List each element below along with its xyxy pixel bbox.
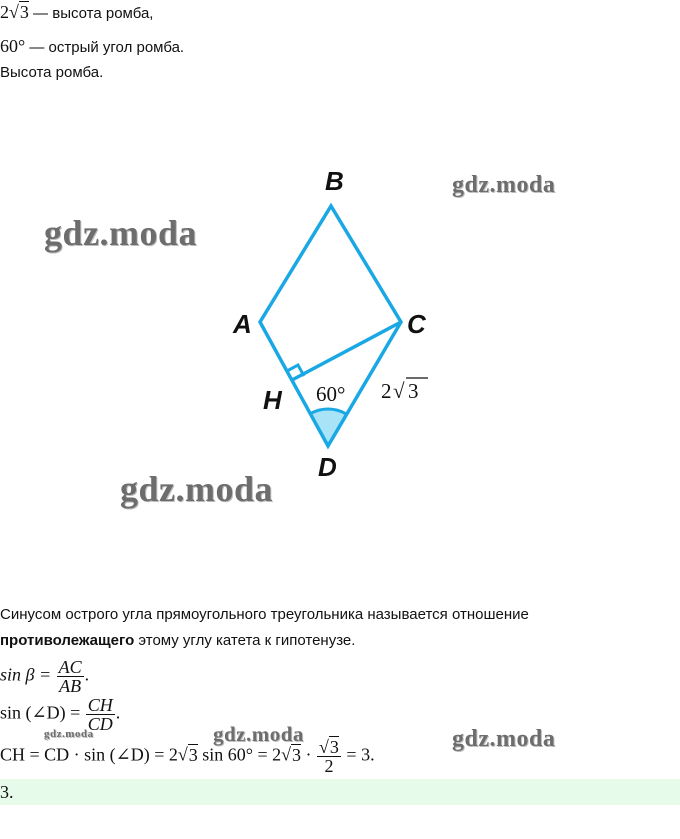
formula-ch-calc: CH = CD · sin (∠D) = 2√3 sin 60° = 2√3 · $\frac{√3}{2}$ = 3. [0,737,375,776]
answer-value: 3. [0,782,14,802]
fraction: $\frac{AC}{AB}$ [58,657,82,696]
fraction: $\frac{√3}{2}$ [319,737,339,776]
svg-text:3: 3 [408,379,419,403]
formula-sin-d: sin (∠D) = $\frac{CH}{CD}$ . [0,695,121,734]
vertex-label-a: A [233,309,252,339]
svg-text:2: 2 [381,379,392,403]
angle-label: 60° [316,382,346,406]
vertex-label-h: H [263,385,282,415]
rhombus-diagram [0,100,680,620]
side-sqrt-symbol: √ [393,379,405,403]
definition-line-1: Синусом острого угла прямоугольного треугольника называется отношение [0,606,529,623]
sqrt-symbol: √3 [281,744,302,765]
given-height-line: 2√3 — высота ромба, [0,2,154,22]
watermark: gdz.moda [452,726,556,752]
sqrt-symbol: √3 [177,744,198,765]
sqrt-symbol: √3 [9,2,29,22]
given-angle-line: 60° — острый угол ромба. [0,36,185,56]
fraction: $\frac{CH}{CD}$ [87,695,113,734]
formula-sin-beta: sin β = $\frac{AC}{AB}$ . [0,657,90,696]
watermark: gdz.moda [213,722,304,746]
vertex-label-c: C [407,309,426,339]
watermark: gdz.moda [44,213,198,253]
watermark: gdz.moda [44,728,94,740]
vertex-label-d: D [318,452,337,482]
watermark: gdz.moda [120,469,274,509]
answer-box [0,779,680,805]
diagram-caption: Высота ромба. [0,64,104,81]
sqrt-symbol: √3 [319,737,339,757]
side-label-cd [381,378,428,403]
vertex-label-b: B [325,166,344,196]
watermark: gdz.moda [452,172,556,198]
definition-line-2: противолежащего этому углу катета к гипотенузе. [0,632,356,649]
